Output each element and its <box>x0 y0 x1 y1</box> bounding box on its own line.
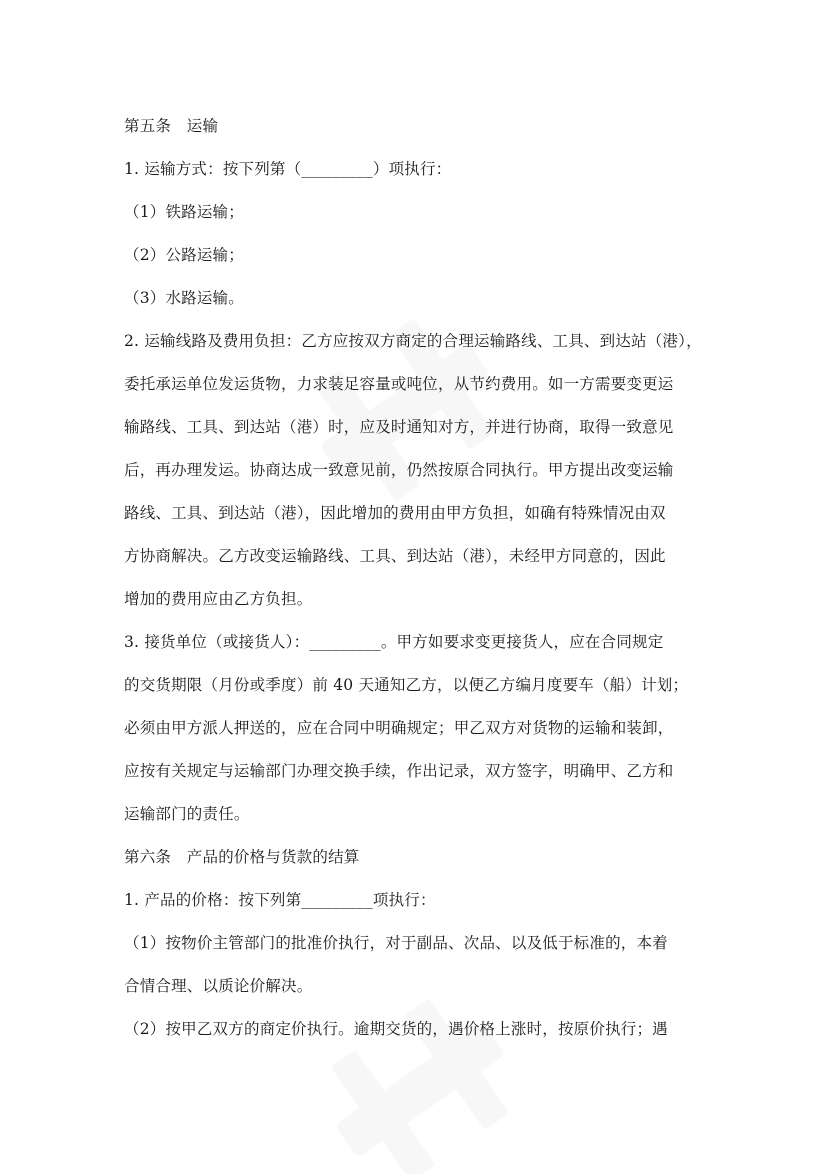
section-heading-price: 第六条 产品的价格与货款的结算 <box>124 848 360 866</box>
paragraph-line: 2. 运输线路及费用负担：乙方应按双方商定的合理运输路线、工具、到达站（港）， <box>124 332 702 350</box>
paragraph-line: 1. 运输方式：按下列第（_________）项执行： <box>124 160 452 178</box>
paragraph-line: （3）水路运输。 <box>124 289 244 307</box>
paragraph-line: 委托承运单位发运货物，力求装足容量或吨位，从节约费用。如一方需要变更运 <box>124 375 674 393</box>
paragraph-line: 必须由甲方派人押送的，应在合同中明确规定；甲乙双方对货物的运输和装卸， <box>124 719 674 737</box>
paragraph-line: 后，再办理发运。协商达成一致意见前，仍然按原合同执行。甲方提出改变运输 <box>124 461 674 479</box>
paragraph-line: 输路线、工具、到达站（港）时，应及时通知对方，并进行协商，取得一致意见 <box>124 418 674 436</box>
paragraph-line: 1. 产品的价格：按下列第_________项执行： <box>124 891 436 909</box>
paragraph-line: 的交货期限（月份或季度）前 40 天通知乙方，以便乙方编月度要车（船）计划； <box>124 676 689 694</box>
paragraph-line: 3. 接货单位（或接货人）：_________。甲方如要求变更接货人，应在合同规定 <box>124 633 664 651</box>
paragraph-line: 方协商解决。乙方改变运输路线、工具、到达站（港），未经甲方同意的，因此 <box>124 547 666 565</box>
section-heading-transport: 第五条 运输 <box>124 117 219 135</box>
paragraph-line: 应按有关规定与运输部门办理交换手续，作出记录，双方签字，明确甲、乙方和 <box>124 762 674 780</box>
paragraph-line: 合情合理、以质论价解决。 <box>124 977 313 995</box>
paragraph-line: （2）按甲乙双方的商定价执行。逾期交货的，遇价格上涨时，按原价执行；遇 <box>124 1020 668 1038</box>
paragraph-line: （1）按物价主管部门的批准价执行，对于副品、次品、以及低于标准的，本着 <box>124 934 668 952</box>
paragraph-line: 路线、工具、到达站（港），因此增加的费用由甲方负担，如确有特殊情况由双 <box>124 504 666 522</box>
paragraph-line: （2）公路运输； <box>124 246 244 264</box>
paragraph-line: （1）铁路运输； <box>124 203 244 221</box>
paragraph-line: 运输部门的责任。 <box>124 805 250 823</box>
paragraph-line: 增加的费用应由乙方负担。 <box>124 590 313 608</box>
